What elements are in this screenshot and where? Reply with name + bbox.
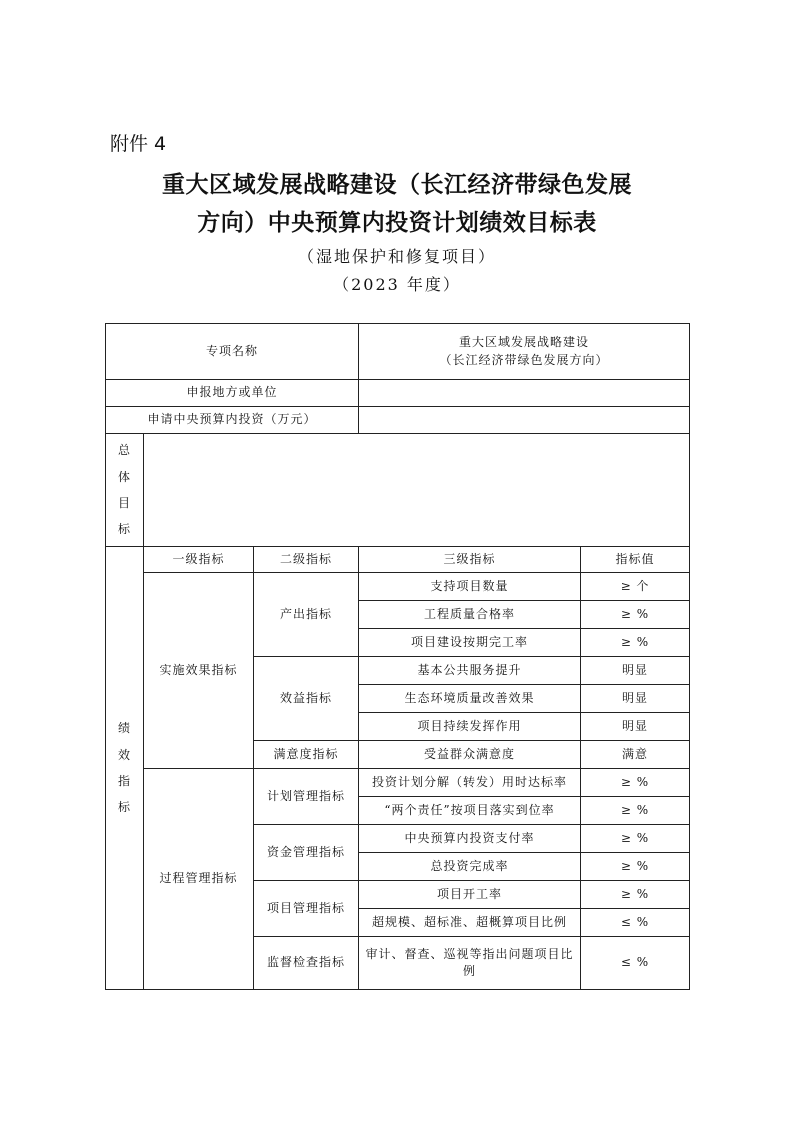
investment-row <box>106 407 690 434</box>
document-title-line1: 重大区域发展战略建设（长江经济带绿色发展 <box>162 172 632 198</box>
indicator-value: ≥ % <box>581 881 690 909</box>
indicator-value: 明显 <box>581 657 690 685</box>
document-title-line2: 方向）中央预算内投资计划绩效目标表 <box>197 210 597 236</box>
col-header-level3: 三级指标 <box>359 547 581 573</box>
level3-indicator: 受益群众满意度 <box>359 741 581 769</box>
indicator-value: 明显 <box>581 713 690 741</box>
overall-goal-char: 标 <box>117 522 131 537</box>
level3-indicator: 项目开工率 <box>359 881 581 909</box>
level3-indicator: “两个责任”按项目落实到位率 <box>359 797 581 825</box>
project-name-label: 专项名称 <box>106 324 359 380</box>
overall-goal-char: 总 <box>117 443 131 458</box>
project-name-value-line2: （长江经济带绿色发展方向） <box>439 352 609 367</box>
overall-goal-char: 体 <box>117 469 131 484</box>
indicator-value: ≥ % <box>581 853 690 881</box>
project-name-value <box>359 324 690 380</box>
level3-indicator: 工程质量合格率 <box>359 601 581 629</box>
table-row <box>106 573 690 601</box>
attachment-label: 附件 4 <box>110 133 167 155</box>
indicators-char: 指 <box>117 774 131 788</box>
level2-fund-management: 资金管理指标 <box>254 825 359 881</box>
indicators-char: 标 <box>117 800 131 815</box>
table-row <box>106 769 690 797</box>
level3-indicator: 总投资完成率 <box>359 853 581 881</box>
level3-indicator: 项目建设按期完工率 <box>359 629 581 657</box>
indicator-value: ≥ % <box>581 601 690 629</box>
level3-indicator: 中央预算内投资支付率 <box>359 825 581 853</box>
indicators-char: 效 <box>117 747 131 762</box>
document-subtitle: （湿地保护和修复项目） <box>297 247 496 266</box>
level3-indicator: 基本公共服务提升 <box>359 657 581 685</box>
indicator-value: ≤ % <box>581 909 690 937</box>
indicator-value: ≥ % <box>581 769 690 797</box>
indicator-value: 明显 <box>581 685 690 713</box>
indicator-value: ≥ 个 <box>581 573 690 601</box>
overall-goal-row <box>106 434 690 547</box>
performance-target-table <box>105 323 690 990</box>
overall-goal-char: 目 <box>117 496 131 510</box>
col-header-value: 指标值 <box>581 547 690 573</box>
indicator-header-row <box>106 547 690 573</box>
applicant-value <box>359 380 690 407</box>
applicant-row <box>106 380 690 407</box>
indicators-label <box>106 547 144 990</box>
overall-goal-content <box>144 434 690 547</box>
level2-benefit: 效益指标 <box>254 657 359 741</box>
level1-process-management: 过程管理指标 <box>144 769 254 990</box>
level2-project-management: 项目管理指标 <box>254 881 359 937</box>
col-header-level1: 一级指标 <box>144 547 254 573</box>
indicator-value: ≥ % <box>581 629 690 657</box>
overall-goal-label <box>106 434 144 547</box>
level2-supervision-inspection: 监督检查指标 <box>254 937 359 990</box>
indicators-char: 绩 <box>117 721 131 736</box>
indicator-value: ≥ % <box>581 825 690 853</box>
level3-indicator: 超规模、超标准、超概算项目比例 <box>359 909 581 937</box>
indicator-value: ≤ % <box>581 937 690 990</box>
col-header-level2: 二级指标 <box>254 547 359 573</box>
level2-satisfaction: 满意度指标 <box>254 741 359 769</box>
document-year: （2023 年度） <box>333 275 461 294</box>
level2-output: 产出指标 <box>254 573 359 657</box>
indicator-value: 满意 <box>581 741 690 769</box>
level3-indicator: 生态环境质量改善效果 <box>359 685 581 713</box>
investment-label: 申请中央预算内投资（万元） <box>106 407 359 434</box>
level1-implementation-effect: 实施效果指标 <box>144 573 254 769</box>
indicator-value: ≥ % <box>581 797 690 825</box>
investment-value <box>359 407 690 434</box>
project-name-row <box>106 324 690 380</box>
project-name-value-line1: 重大区域发展战略建设 <box>458 335 589 350</box>
level2-plan-management: 计划管理指标 <box>254 769 359 825</box>
level3-indicator: 投资计划分解（转发）用时达标率 <box>359 769 581 797</box>
level3-indicator: 审计、督查、巡视等指出问题项目比例 <box>359 937 581 990</box>
applicant-label: 申报地方或单位 <box>106 380 359 407</box>
level3-indicator: 项目持续发挥作用 <box>359 713 581 741</box>
level3-indicator: 支持项目数量 <box>359 573 581 601</box>
